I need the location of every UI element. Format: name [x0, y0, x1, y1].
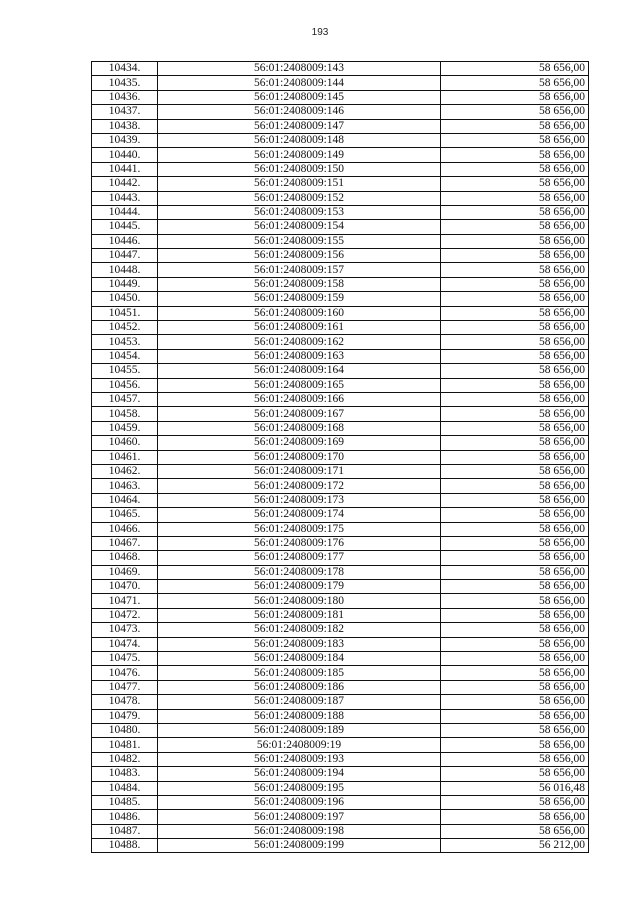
- cadastral-number-cell: 56:01:2408009:196: [158, 795, 441, 809]
- row-number-cell: 10458.: [92, 407, 158, 421]
- cadastral-number-cell: 56:01:2408009:19: [158, 738, 441, 752]
- row-number-cell: 10473.: [92, 623, 158, 637]
- row-number-cell: 10437.: [92, 105, 158, 119]
- value-cell: 58 656,00: [441, 824, 589, 838]
- registry-table-body: [92, 62, 589, 853]
- row-number-cell: 10453.: [92, 335, 158, 349]
- row-number-cell: 10468.: [92, 551, 158, 565]
- value-cell: 58 656,00: [441, 522, 589, 536]
- row-number-cell: 10454.: [92, 349, 158, 363]
- row-number-cell: 10450.: [92, 292, 158, 306]
- row-number-cell: 10482.: [92, 752, 158, 766]
- cadastral-number-cell: 56:01:2408009:185: [158, 666, 441, 680]
- cadastral-number-cell: 56:01:2408009:162: [158, 335, 441, 349]
- cadastral-number-cell: 56:01:2408009:146: [158, 105, 441, 119]
- row-number-cell: 10448.: [92, 263, 158, 277]
- cadastral-number-cell: 56:01:2408009:179: [158, 580, 441, 594]
- table-row: [92, 565, 589, 579]
- row-number-cell: 10474.: [92, 637, 158, 651]
- table-row: [92, 795, 589, 809]
- cadastral-number-cell: 56:01:2408009:156: [158, 249, 441, 263]
- row-number-cell: 10455.: [92, 364, 158, 378]
- row-number-cell: 10444.: [92, 205, 158, 219]
- table-row: [92, 90, 589, 104]
- cadastral-number-cell: 56:01:2408009:167: [158, 407, 441, 421]
- table-row: [92, 177, 589, 191]
- cadastral-number-cell: 56:01:2408009:148: [158, 133, 441, 147]
- row-number-cell: 10446.: [92, 234, 158, 248]
- cadastral-number-cell: 56:01:2408009:165: [158, 378, 441, 392]
- table-row: [92, 608, 589, 622]
- table-row: [92, 479, 589, 493]
- table-row: [92, 191, 589, 205]
- value-cell: 58 656,00: [441, 177, 589, 191]
- cadastral-number-cell: 56:01:2408009:163: [158, 349, 441, 363]
- row-number-cell: 10440.: [92, 148, 158, 162]
- value-cell: 58 656,00: [441, 723, 589, 737]
- table-row: [92, 810, 589, 824]
- value-cell: 58 656,00: [441, 666, 589, 680]
- value-cell: 58 656,00: [441, 249, 589, 263]
- table-row: [92, 436, 589, 450]
- value-cell: 56 016,48: [441, 781, 589, 795]
- row-number-cell: 10472.: [92, 608, 158, 622]
- cadastral-number-cell: 56:01:2408009:172: [158, 479, 441, 493]
- table-row: [92, 234, 589, 248]
- table-row: [92, 551, 589, 565]
- row-number-cell: 10485.: [92, 795, 158, 809]
- row-number-cell: 10480.: [92, 723, 158, 737]
- value-cell: 58 656,00: [441, 105, 589, 119]
- value-cell: 58 656,00: [441, 680, 589, 694]
- cadastral-number-cell: 56:01:2408009:184: [158, 652, 441, 666]
- table-row: [92, 464, 589, 478]
- table-row: [92, 306, 589, 320]
- value-cell: 58 656,00: [441, 450, 589, 464]
- value-cell: 58 656,00: [441, 407, 589, 421]
- cadastral-number-cell: 56:01:2408009:161: [158, 321, 441, 335]
- table-row: [92, 220, 589, 234]
- row-number-cell: 10466.: [92, 522, 158, 536]
- cadastral-number-cell: 56:01:2408009:147: [158, 119, 441, 133]
- table-row: [92, 249, 589, 263]
- value-cell: 58 656,00: [441, 321, 589, 335]
- cadastral-number-cell: 56:01:2408009:176: [158, 536, 441, 550]
- table-row: [92, 292, 589, 306]
- cadastral-number-cell: 56:01:2408009:155: [158, 234, 441, 248]
- cadastral-number-cell: 56:01:2408009:159: [158, 292, 441, 306]
- row-number-cell: 10488.: [92, 839, 158, 853]
- cadastral-number-cell: 56:01:2408009:183: [158, 637, 441, 651]
- value-cell: 58 656,00: [441, 637, 589, 651]
- row-number-cell: 10449.: [92, 277, 158, 291]
- table-row: [92, 364, 589, 378]
- row-number-cell: 10442.: [92, 177, 158, 191]
- table-row: [92, 76, 589, 90]
- table-row: [92, 824, 589, 838]
- row-number-cell: 10460.: [92, 436, 158, 450]
- table-row: [92, 767, 589, 781]
- value-cell: 58 656,00: [441, 292, 589, 306]
- cadastral-number-cell: 56:01:2408009:180: [158, 594, 441, 608]
- cadastral-number-cell: 56:01:2408009:188: [158, 709, 441, 723]
- value-cell: 58 656,00: [441, 623, 589, 637]
- table-row: [92, 508, 589, 522]
- cadastral-number-cell: 56:01:2408009:199: [158, 839, 441, 853]
- table-row: [92, 522, 589, 536]
- value-cell: 58 656,00: [441, 277, 589, 291]
- cadastral-number-cell: 56:01:2408009:189: [158, 723, 441, 737]
- value-cell: 58 656,00: [441, 392, 589, 406]
- cadastral-number-cell: 56:01:2408009:169: [158, 436, 441, 450]
- cadastral-number-cell: 56:01:2408009:160: [158, 306, 441, 320]
- row-number-cell: 10463.: [92, 479, 158, 493]
- value-cell: 58 656,00: [441, 421, 589, 435]
- registry-table: [91, 61, 589, 853]
- cadastral-number-cell: 56:01:2408009:182: [158, 623, 441, 637]
- row-number-cell: 10451.: [92, 306, 158, 320]
- cadastral-number-cell: 56:01:2408009:150: [158, 162, 441, 176]
- table-row: [92, 752, 589, 766]
- row-number-cell: 10461.: [92, 450, 158, 464]
- cadastral-number-cell: 56:01:2408009:193: [158, 752, 441, 766]
- table-row: [92, 652, 589, 666]
- table-row: [92, 666, 589, 680]
- cadastral-number-cell: 56:01:2408009:144: [158, 76, 441, 90]
- cadastral-number-cell: 56:01:2408009:152: [158, 191, 441, 205]
- table-row: [92, 378, 589, 392]
- cadastral-number-cell: 56:01:2408009:170: [158, 450, 441, 464]
- row-number-cell: 10471.: [92, 594, 158, 608]
- table-row: [92, 594, 589, 608]
- table-row: [92, 162, 589, 176]
- table-row: [92, 839, 589, 853]
- value-cell: 58 656,00: [441, 767, 589, 781]
- row-number-cell: 10438.: [92, 119, 158, 133]
- cadastral-number-cell: 56:01:2408009:194: [158, 767, 441, 781]
- cadastral-number-cell: 56:01:2408009:187: [158, 695, 441, 709]
- value-cell: 58 656,00: [441, 205, 589, 219]
- value-cell: 58 656,00: [441, 335, 589, 349]
- value-cell: 58 656,00: [441, 364, 589, 378]
- cadastral-number-cell: 56:01:2408009:168: [158, 421, 441, 435]
- cadastral-number-cell: 56:01:2408009:175: [158, 522, 441, 536]
- row-number-cell: 10470.: [92, 580, 158, 594]
- row-number-cell: 10476.: [92, 666, 158, 680]
- value-cell: 58 656,00: [441, 119, 589, 133]
- value-cell: 58 656,00: [441, 709, 589, 723]
- cadastral-number-cell: 56:01:2408009:177: [158, 551, 441, 565]
- row-number-cell: 10481.: [92, 738, 158, 752]
- value-cell: 56 212,00: [441, 839, 589, 853]
- value-cell: 58 656,00: [441, 191, 589, 205]
- value-cell: 58 656,00: [441, 76, 589, 90]
- value-cell: 58 656,00: [441, 464, 589, 478]
- cadastral-number-cell: 56:01:2408009:143: [158, 62, 441, 76]
- page-number: 193: [311, 27, 329, 38]
- value-cell: 58 656,00: [441, 551, 589, 565]
- row-number-cell: 10452.: [92, 321, 158, 335]
- table-row: [92, 133, 589, 147]
- cadastral-number-cell: 56:01:2408009:153: [158, 205, 441, 219]
- value-cell: 58 656,00: [441, 493, 589, 507]
- row-number-cell: 10486.: [92, 810, 158, 824]
- value-cell: 58 656,00: [441, 234, 589, 248]
- cadastral-number-cell: 56:01:2408009:173: [158, 493, 441, 507]
- table-row: [92, 450, 589, 464]
- cadastral-number-cell: 56:01:2408009:197: [158, 810, 441, 824]
- row-number-cell: 10436.: [92, 90, 158, 104]
- cadastral-number-cell: 56:01:2408009:186: [158, 680, 441, 694]
- row-number-cell: 10439.: [92, 133, 158, 147]
- table-row: [92, 205, 589, 219]
- value-cell: 58 656,00: [441, 594, 589, 608]
- value-cell: 58 656,00: [441, 652, 589, 666]
- cadastral-number-cell: 56:01:2408009:154: [158, 220, 441, 234]
- row-number-cell: 10462.: [92, 464, 158, 478]
- row-number-cell: 10483.: [92, 767, 158, 781]
- cadastral-number-cell: 56:01:2408009:151: [158, 177, 441, 191]
- cadastral-number-cell: 56:01:2408009:145: [158, 90, 441, 104]
- table-row: [92, 695, 589, 709]
- table-row: [92, 680, 589, 694]
- value-cell: 58 656,00: [441, 220, 589, 234]
- table-row: [92, 407, 589, 421]
- value-cell: 58 656,00: [441, 133, 589, 147]
- value-cell: 58 656,00: [441, 580, 589, 594]
- table-row: [92, 335, 589, 349]
- table-row: [92, 580, 589, 594]
- table-row: [92, 709, 589, 723]
- cadastral-number-cell: 56:01:2408009:164: [158, 364, 441, 378]
- table-row: [92, 493, 589, 507]
- table-row: [92, 392, 589, 406]
- table-row: [92, 148, 589, 162]
- value-cell: 58 656,00: [441, 695, 589, 709]
- table-row: [92, 105, 589, 119]
- value-cell: 58 656,00: [441, 162, 589, 176]
- row-number-cell: 10464.: [92, 493, 158, 507]
- cadastral-number-cell: 56:01:2408009:181: [158, 608, 441, 622]
- value-cell: 58 656,00: [441, 436, 589, 450]
- value-cell: 58 656,00: [441, 148, 589, 162]
- cadastral-number-cell: 56:01:2408009:166: [158, 392, 441, 406]
- cadastral-number-cell: 56:01:2408009:198: [158, 824, 441, 838]
- value-cell: 58 656,00: [441, 795, 589, 809]
- row-number-cell: 10459.: [92, 421, 158, 435]
- value-cell: 58 656,00: [441, 508, 589, 522]
- table-row: [92, 637, 589, 651]
- row-number-cell: 10475.: [92, 652, 158, 666]
- row-number-cell: 10445.: [92, 220, 158, 234]
- table-row: [92, 781, 589, 795]
- value-cell: 58 656,00: [441, 263, 589, 277]
- row-number-cell: 10441.: [92, 162, 158, 176]
- value-cell: 58 656,00: [441, 306, 589, 320]
- row-number-cell: 10477.: [92, 680, 158, 694]
- row-number-cell: 10469.: [92, 565, 158, 579]
- row-number-cell: 10479.: [92, 709, 158, 723]
- value-cell: 58 656,00: [441, 608, 589, 622]
- table-row: [92, 277, 589, 291]
- row-number-cell: 10467.: [92, 536, 158, 550]
- table-row: [92, 62, 589, 76]
- table-row: [92, 623, 589, 637]
- row-number-cell: 10484.: [92, 781, 158, 795]
- value-cell: 58 656,00: [441, 479, 589, 493]
- value-cell: 58 656,00: [441, 536, 589, 550]
- value-cell: 58 656,00: [441, 90, 589, 104]
- row-number-cell: 10443.: [92, 191, 158, 205]
- table-row: [92, 321, 589, 335]
- cadastral-number-cell: 56:01:2408009:178: [158, 565, 441, 579]
- table-row: [92, 421, 589, 435]
- cadastral-number-cell: 56:01:2408009:157: [158, 263, 441, 277]
- row-number-cell: 10456.: [92, 378, 158, 392]
- cadastral-number-cell: 56:01:2408009:149: [158, 148, 441, 162]
- table-row: [92, 738, 589, 752]
- row-number-cell: 10447.: [92, 249, 158, 263]
- value-cell: 58 656,00: [441, 738, 589, 752]
- value-cell: 58 656,00: [441, 565, 589, 579]
- value-cell: 58 656,00: [441, 810, 589, 824]
- row-number-cell: 10457.: [92, 392, 158, 406]
- value-cell: 58 656,00: [441, 378, 589, 392]
- cadastral-number-cell: 56:01:2408009:171: [158, 464, 441, 478]
- table-row: [92, 119, 589, 133]
- cadastral-number-cell: 56:01:2408009:158: [158, 277, 441, 291]
- table-row: [92, 723, 589, 737]
- cadastral-number-cell: 56:01:2408009:174: [158, 508, 441, 522]
- value-cell: 58 656,00: [441, 752, 589, 766]
- value-cell: 58 656,00: [441, 62, 589, 76]
- table-row: [92, 263, 589, 277]
- table-row: [92, 349, 589, 363]
- row-number-cell: 10487.: [92, 824, 158, 838]
- row-number-cell: 10478.: [92, 695, 158, 709]
- table-row: [92, 536, 589, 550]
- row-number-cell: 10465.: [92, 508, 158, 522]
- row-number-cell: 10434.: [92, 62, 158, 76]
- value-cell: 58 656,00: [441, 349, 589, 363]
- row-number-cell: 10435.: [92, 76, 158, 90]
- cadastral-number-cell: 56:01:2408009:195: [158, 781, 441, 795]
